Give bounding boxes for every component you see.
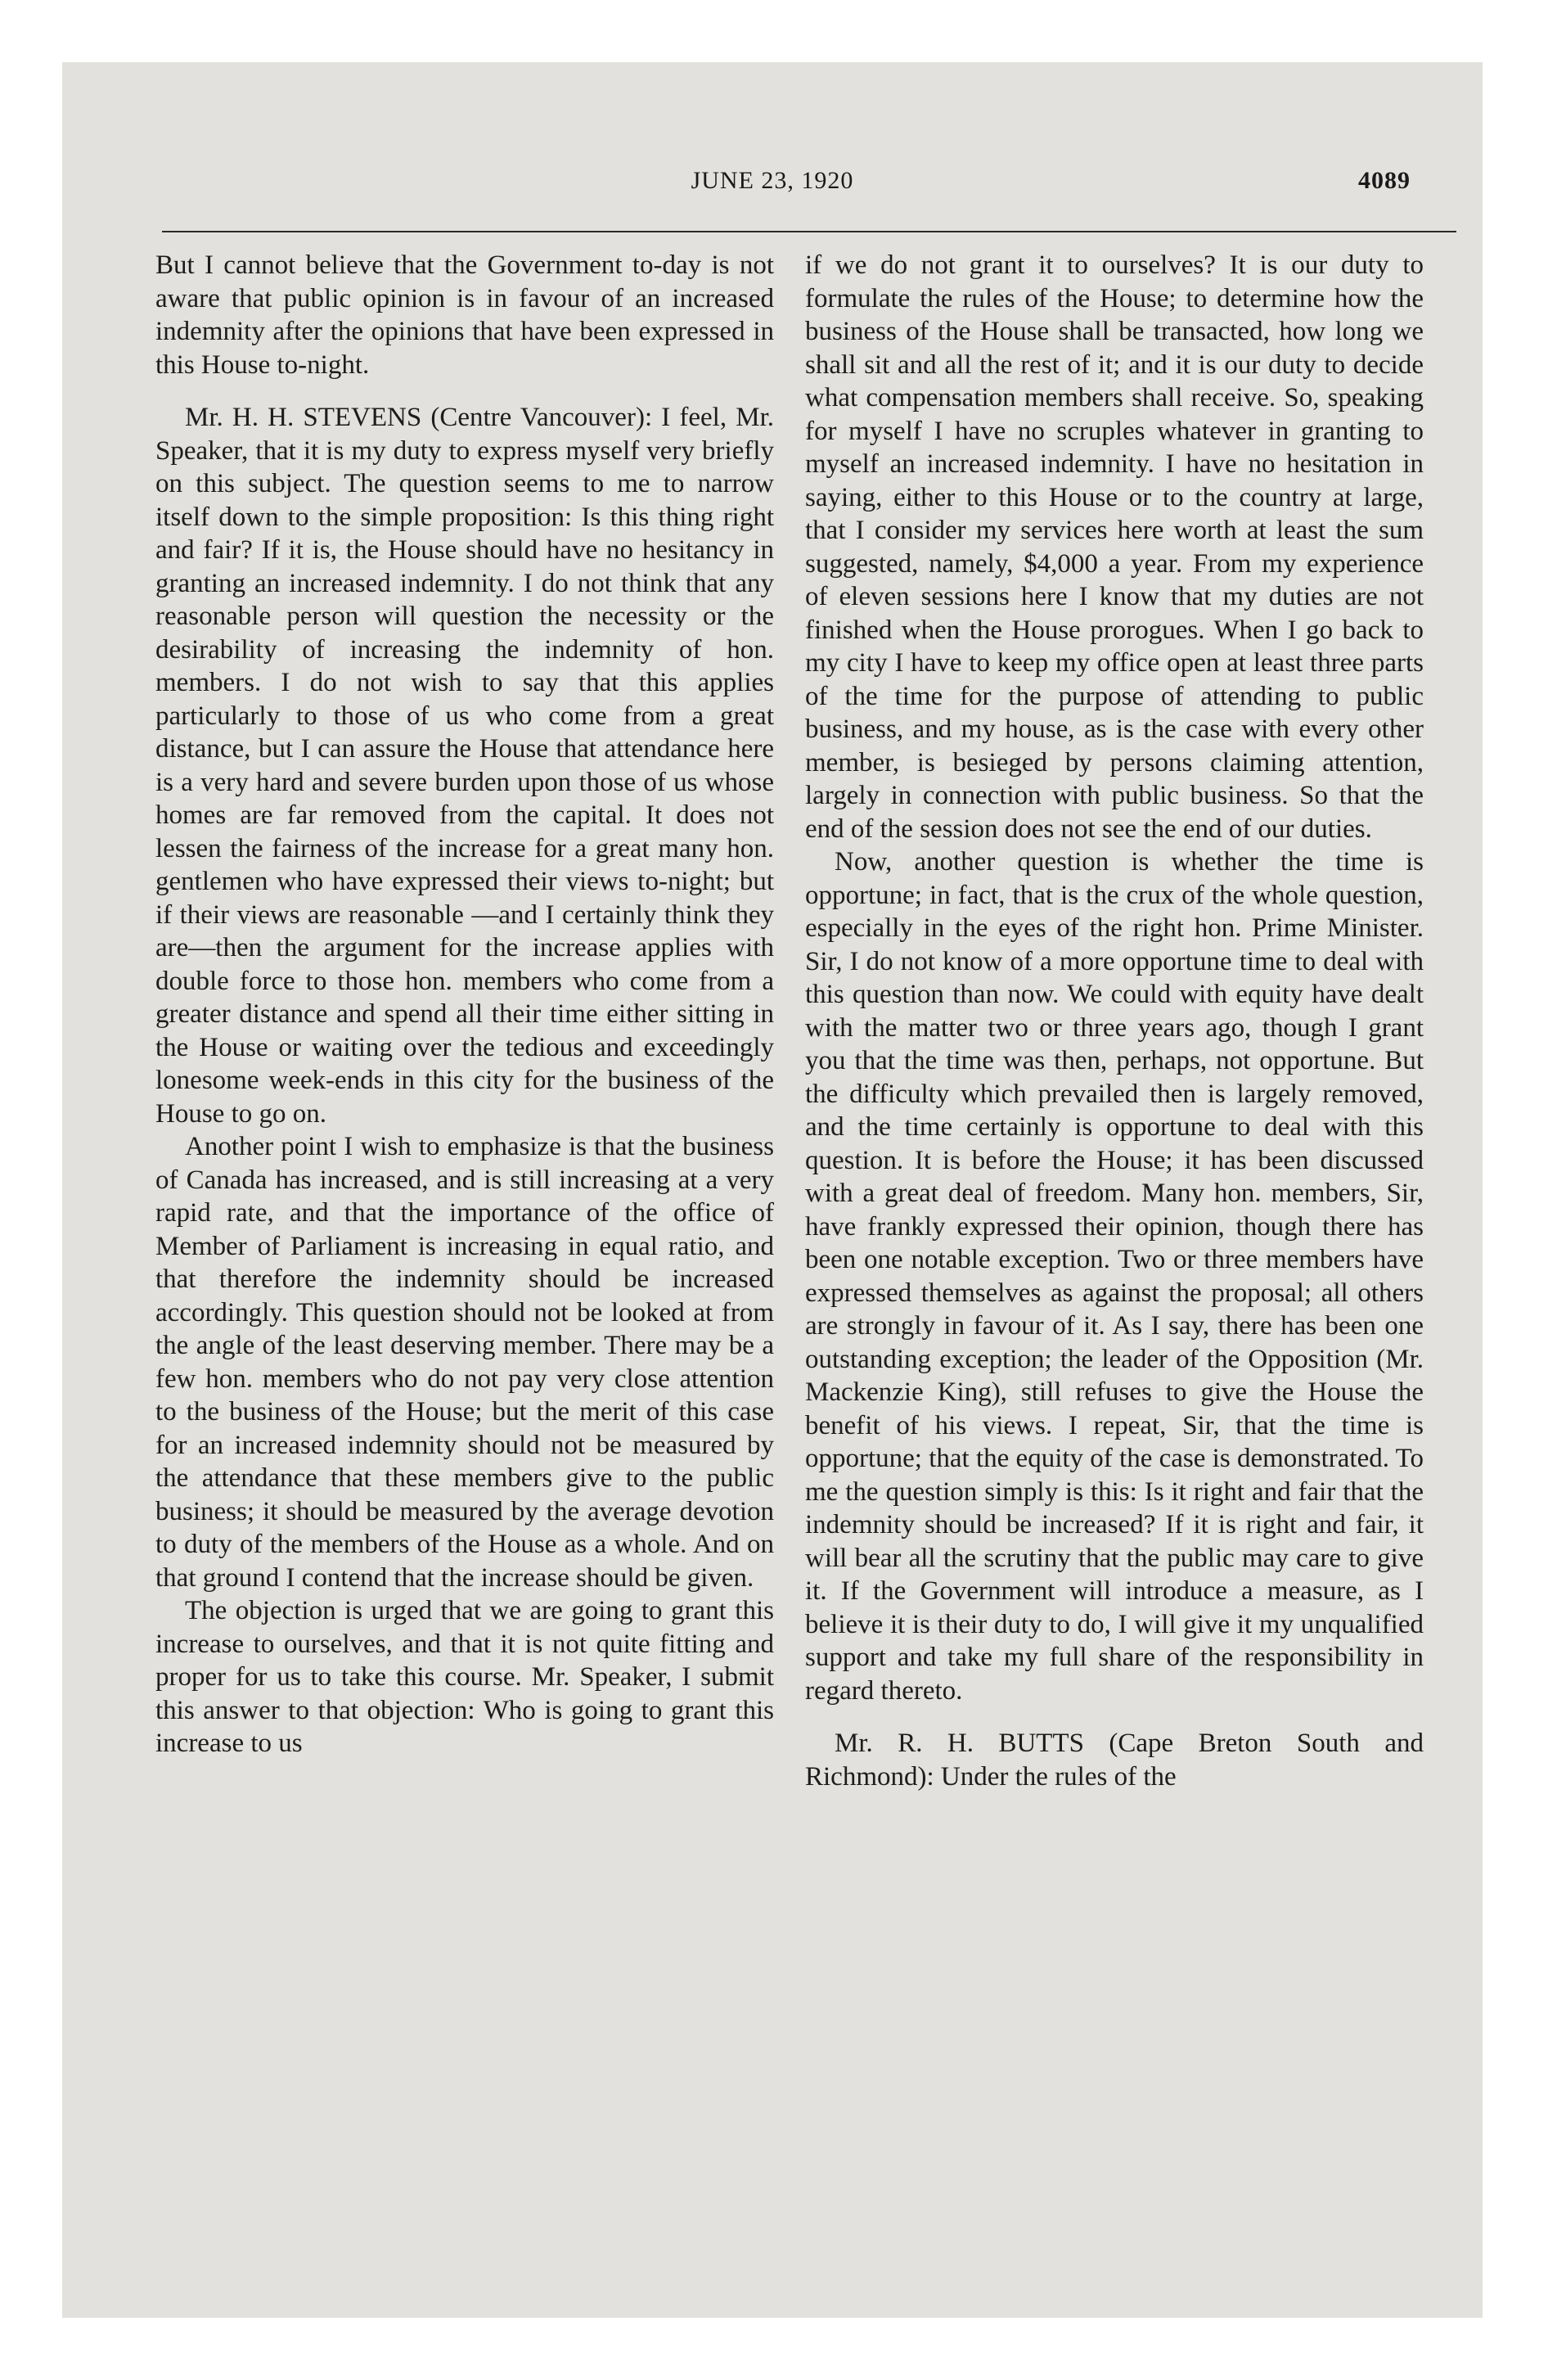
paragraph: But I cannot believe that the Government to-day is not aware that public opinion is in favour of an increased indemnity after the opinions that have been expressed in this House to-night. [155,250,774,380]
paragraph: Now, another question is whether the time is opportune; in fact, that is the crux of the whole question, especially in the eyes of the right hon. Prime Minister. Sir, I do not know of a more opportune time to deal with this question than now. We could with equity have dealt with the matter two or three years ago, though I grant you that the time was then, perhaps, not opportune. But the difficulty which prevailed then is largely removed, and the time certainly is opportune to deal with this question. It is before the House; it has been discussed with a great deal of freedom. Many hon. members, Sir, have frankly expressed their opinion, though there has been one notable exception. Two or three members have expressed themselves as against the proposal; all others are strongly in favour of it. As I say, there has been one outstanding exception; the leader of the Opposition (Mr. Mackenzie King), still refuses to give the House the benefit of his views. I repeat, Sir, that the time is opportune; that the equity of the case is demonstrated. To me the question simply is this: Is it right and fair that the indemnity should be increased? If it is right and fair, it will bear all the scrutiny that the public may care to give it. If the Government will introduce a measure, as I believe it is their duty to do, I will give it my unqualified support and take my full share of the responsibility in regard thereto. [805,847,1424,1706]
right-column [805,249,1424,1793]
paragraph: if we do not grant it to ourselves? It is our duty to formulate the rules of the House; to determine how the business of the House shall be transacted, how long we shall sit and all the rest of it; and it is our duty to decide what compensation members shall receive. So, speaking for myself I have no scruples whatever in granting to myself an increased indemnity. I have no hesitation in saying, either to this House or to the country at large, that I consider my services here worth at least the sum suggested, namely, $4,000 a year. From my experience of eleven sessions here I know that my duties are not finished when the House prorogues. When I go back to my city I have to keep my office open at least three parts of the time for the purpose of attending to public business, and my house, as is the case with every other member, is besieged by persons claiming attention, largely in connection with public business. So that the end of the session does not see the end of our duties. [805,250,1424,844]
paragraph: The objection is urged that we are going to grant this increase to ourselves, and that it is not quite fitting and proper for us to take this course. Mr. Speaker, I submit this answer to that objection: Who is going to grant this increase to us [155,1596,774,1758]
page-header [62,167,1483,210]
page-number: 4089 [1358,167,1411,194]
document-page [62,62,1483,2318]
header-date: JUNE 23, 1920 [691,167,854,194]
speaker-paragraph: Mr. R. H. BUTTS (Cape Breton South and Richmond): Under the rules of the [805,1729,1424,1792]
paragraph: Another point I wish to emphasize is that the business of Canada has increased, and is still increasing at a very rapid rate, and that the importance of the office of Member of Parliament is increasing in equal ratio, and that therefore the indemnity should be increased accordingly. This question should not be looked at from the angle of the least deserving member. There may be a few hon. members who do not pay very close attention to the business of the House; but the merit of this case for an increased indemnity should not be measured by the attendance that these members give to the public business; it should be measured by the average devotion to duty of the members of the House as a whole. And on that ground I contend that the increase should be given. [155,1132,774,1593]
left-column [155,249,774,1760]
speaker-paragraph: Mr. H. H. STEVENS (Centre Vancouver): I feel, Mr. Speaker, that it is my duty to express myself very briefly on this subject. The question seems to me to narrow itself down to the simple proposition: Is this thing right and fair? If it is, the House should have no hesitancy in granting an increased indemnity. I do not think that any reasonable person will question the necessity or the desirability of increasing the indemnity of hon. members. I do not wish to say that this applies particularly to those of us who come from a great distance, but I can assure the House that attendance here is a very hard and severe burden upon those of us whose homes are far removed from the capital. It does not lessen the fairness of the increase for a great many hon. gentlemen who have expressed their views to-night; but if their views are reasonable —and I certainly think they are—then the argument for the increase applies with double force to those hon. members who come from a greater distance and spend all their time either sitting in the House or waiting over the tedious and exceedingly lonesome week-ends in this city for the business of the House to go on. [155,403,774,1129]
header-rule [162,231,1456,232]
